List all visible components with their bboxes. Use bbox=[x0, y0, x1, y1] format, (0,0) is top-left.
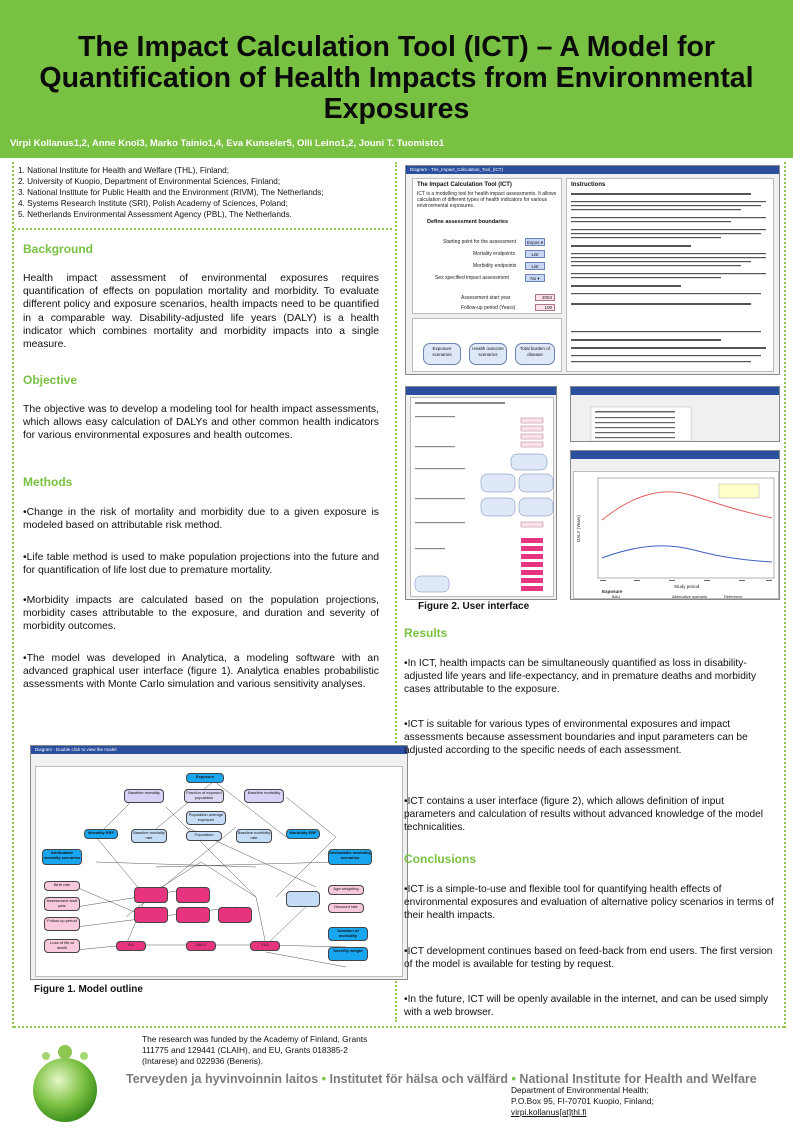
affiliation-item: 2. University of Kuopio, Department of Environmental Sciences, Finland; bbox=[18, 177, 281, 186]
node-fraction-exposed: Fraction of exposed population bbox=[184, 789, 224, 803]
figure2-table-window-title bbox=[571, 387, 779, 395]
figure1-window-title: Diagram - Double click to view the model bbox=[31, 746, 407, 754]
affiliation-item: 4. Systems Research Institute (SRI), Polish Academy of Sciences, Poland; bbox=[18, 199, 288, 208]
contact-address: P.O.Box 95, FI-70701 Kuopio, Finland; bbox=[511, 1096, 654, 1106]
node-baseline-morbidity-rate: Baseline morbidity rate bbox=[236, 829, 272, 843]
institute-en: National Institute for Health and Welfare bbox=[519, 1072, 757, 1086]
figure2-table-window bbox=[570, 386, 780, 442]
node-follow-up-period: Follow-up period bbox=[44, 917, 80, 931]
figure2-main-window bbox=[405, 165, 780, 375]
conclusions-item: •ICT is a simple-to-use and flexible tool for quantifying health effects of environmental exposures and evaluation of alternative policy scenarios in terms of their health impacts. bbox=[404, 884, 774, 922]
node-calc-c bbox=[134, 907, 168, 923]
figure2-exposure-panel bbox=[410, 397, 554, 597]
exposure-scenarios-button[interactable]: Exposure scenarios bbox=[423, 343, 461, 365]
figure2-exposure-window-title bbox=[406, 387, 556, 395]
node-calc-e bbox=[218, 907, 252, 923]
separator-dot: • bbox=[321, 1072, 327, 1086]
figure2-legend-alt: Alternative scenario bbox=[672, 594, 708, 599]
node-loss-of-life: Loss of life at death bbox=[44, 939, 80, 953]
affiliation-item: 3. National Institute for Public Health and the Environment (RIVM), The Netherlands; bbox=[18, 188, 324, 197]
objective-text: The objective was to develop a modeling tool for health impact assessments, which allows easy calculation of DALYs and other common health indicators for various environmental exposures and health outcomes. bbox=[23, 404, 379, 442]
health-outcome-scenarios-button[interactable]: Health outcome scenarios bbox=[469, 343, 507, 365]
figure2-morbidity-list-button[interactable]: List bbox=[525, 262, 545, 270]
conclusions-heading: Conclusions bbox=[404, 852, 477, 866]
node-yll: YLL bbox=[116, 941, 146, 951]
figure2-chart-window-title bbox=[571, 451, 779, 459]
figure2-exposure-form bbox=[411, 398, 555, 598]
figure2-button-panel bbox=[412, 318, 562, 372]
figure1-model-outline bbox=[30, 745, 408, 980]
node-discount-rate: Discount rate bbox=[328, 903, 364, 913]
figure2-instructions-panel bbox=[566, 178, 774, 372]
node-daly: DALY bbox=[186, 941, 216, 951]
figure2-caption: Figure 2. User interface bbox=[418, 601, 530, 612]
node-birth-rate: Birth rate bbox=[44, 881, 80, 891]
divider-footer bbox=[14, 1026, 784, 1028]
figure2-chart-area bbox=[573, 471, 779, 599]
figure2-daly-chart bbox=[574, 472, 780, 600]
figure2-exposure-label: Exposure bbox=[602, 589, 623, 594]
figure2-legend-ref: Reference bbox=[724, 594, 743, 599]
total-burden-button[interactable]: Total burden of disease bbox=[515, 343, 555, 365]
background-text: Health impact assessment of environmental exposures requires quantification of effects on population mortality and morbidity. To evaluate different policy and exposure scenarios, health impacts need to be quantified in a comparable way. Disability-adjusted life years (DALY) is a health indicator which combines mortality and morbidity impacts into a single measure. bbox=[23, 273, 379, 351]
divider-affiliations bbox=[14, 228, 392, 230]
results-item: •ICT is suitable for various types of environmental exposures and impact assessments because assessment boundaries and input parameters can be adjusted according to the specific needs of each assessment. bbox=[404, 719, 748, 757]
divider-left bbox=[12, 162, 14, 1028]
affiliations-list bbox=[18, 165, 398, 220]
figure2-instructions-text bbox=[571, 191, 771, 371]
institute-sv: Institutet för hälsa och välfärd bbox=[329, 1072, 509, 1086]
figure2-window-title: Diagram - The_Impact_Calculation_Tool_(ICT) bbox=[406, 166, 779, 174]
figure2-start-year-input[interactable]: 2004 bbox=[535, 294, 555, 301]
figure2-field-label: Mortality endpoints bbox=[473, 251, 515, 257]
funding-note: The research was funded by the Academy of Finland, Grants 111775 and 129441 (CLAIH), and EU, Grants 018385-2 (Intarese) and 022936 (Beneris). bbox=[142, 1034, 368, 1066]
node-duration-morbidity: Duration of morbidity bbox=[328, 927, 368, 941]
contact-block bbox=[511, 1085, 654, 1118]
header-banner bbox=[0, 0, 793, 158]
node-ylds-case bbox=[286, 891, 320, 907]
figure2-chart-xlabel: Study period bbox=[674, 584, 700, 589]
node-severity-weight: Severity weight bbox=[328, 947, 368, 961]
results-heading: Results bbox=[404, 626, 448, 640]
figure2-followup-input[interactable]: 100 bbox=[535, 304, 555, 311]
conclusions-item: •In the future, ICT will be openly available in the internet, and can be used simply with a web browser. bbox=[404, 994, 769, 1019]
objective-heading: Objective bbox=[23, 373, 78, 387]
thl-logo bbox=[22, 1042, 108, 1128]
node-baseline-mortality: Baseline mortality bbox=[124, 789, 164, 803]
figure2-panel-title: The Impact Calculation Tool (ICT) bbox=[417, 182, 512, 188]
contact-department: Department of Environmental Health; bbox=[511, 1085, 649, 1095]
node-baseline-mortality-rate: Baseline mortality rate bbox=[131, 829, 167, 843]
node-morbidity-erf: Morbidity ERF bbox=[286, 829, 320, 839]
node-exposure: Exposure bbox=[186, 773, 224, 783]
figure2-start-year-label: Assessment start year bbox=[461, 295, 511, 301]
results-item: •In ICT, health impacts can be simultaneously quantified as loss in disability-adjusted life years and life-expectancy, and in premature deaths and morbidity cases attributable to the exposure. bbox=[404, 658, 757, 696]
figure2-field-label: Morbidity endpoints bbox=[473, 263, 517, 269]
methods-item: •Life table method is used to make population projections into the future and for quantification of life lost due to premature mortality. bbox=[23, 552, 379, 577]
node-attributable-morbidity: Attributable morbidity scenarios bbox=[328, 849, 372, 865]
divider-right bbox=[784, 162, 786, 1028]
results-item: •ICT contains a user interface (figure 2), which allows definition of input parameters and calculation of results without advanced knowledge of the model technicalities. bbox=[404, 796, 764, 834]
contact-email-link[interactable]: virpi.kollanus[at]thl.fi bbox=[511, 1107, 587, 1117]
methods-item: •The model was developed in Analytica, a modeling software with an advanced graphical user interface (figure 1). Analytica enables probabilistic assessments with Monte Carlo simulation and various sensitivity analyses. bbox=[23, 653, 379, 691]
figure2-field-label: Starting point for the assessment bbox=[443, 239, 517, 245]
figure2-followup-label: Follow-up period (Years) bbox=[461, 305, 516, 311]
figure2-legend-bau: BAU bbox=[612, 594, 621, 599]
affiliation-item: 1. National Institute for Health and Welfare (THL), Finland; bbox=[18, 166, 230, 175]
methods-item: •Change in the risk of mortality and morbidity due to a given exposure is modeled based on attributable risk method. bbox=[23, 507, 379, 532]
figure2-field-label: Sex specified impact assessment bbox=[435, 275, 509, 281]
node-age-weighting: Age weighting bbox=[328, 885, 364, 895]
authors-line: Virpi Kollanus1,2, Anne Knol3, Marko Tainio1,4, Eva Kunseler5, Olli Leino1,2, Jouni T. Tuomisto1 bbox=[10, 138, 445, 149]
figure2-mortality-list-button[interactable]: List bbox=[525, 250, 545, 258]
node-calc-d bbox=[176, 907, 210, 923]
conclusions-item: •ICT development continues based on feed-back from end users. The first version of the model is available for testing by request. bbox=[404, 946, 773, 971]
node-calc-a bbox=[134, 887, 168, 903]
node-population: Population bbox=[186, 831, 222, 841]
figure2-sex-select[interactable]: No ▾ bbox=[525, 274, 545, 282]
figure2-exposure-window bbox=[405, 386, 557, 600]
node-attributable-mortality: Attributable mortality scenarios bbox=[42, 849, 82, 865]
figure2-chart-window bbox=[570, 450, 780, 600]
methods-item: •Morbidity impacts are calculated based on the population projections, morbidity cases attributable to the exposure, and duration and severity of morbidity outcomes. bbox=[23, 595, 379, 633]
figure2-define-heading: Define assessment boundaries bbox=[427, 219, 509, 225]
node-assessment-start-year: Assessment start year bbox=[44, 897, 80, 911]
institute-line bbox=[126, 1072, 757, 1086]
methods-heading: Methods bbox=[23, 475, 73, 489]
background-heading: Background bbox=[23, 242, 94, 256]
figure2-left-panel bbox=[412, 178, 562, 314]
node-baseline-morbidity: Baseline morbidity bbox=[244, 789, 284, 803]
figure1-caption: Figure 1. Model outline bbox=[34, 984, 143, 995]
figure2-chart-ylabel: DALY (Years) bbox=[576, 515, 581, 542]
figure2-table bbox=[571, 397, 780, 442]
node-yld: YLD bbox=[250, 941, 280, 951]
figure2-panel-intro: ICT is a modelling tool for health impact assessments. It allows calculation of different types of health indicators for various environmental exposures. bbox=[417, 191, 557, 209]
node-mortality-erf: Mortality ERF bbox=[84, 829, 118, 839]
node-population-average-exposure: Population average exposure bbox=[186, 811, 226, 825]
affiliation-item: 5. Netherlands Environmental Assessment Agency (PBL), The Netherlands. bbox=[18, 210, 292, 219]
institute-fi: Terveyden ja hyvinvoinnin laitos bbox=[126, 1072, 319, 1086]
figure2-starting-point-select[interactable]: Expos ▾ bbox=[526, 240, 544, 245]
separator-dot: • bbox=[511, 1072, 516, 1086]
poster-title: The Impact Calculation Tool (ICT) – A Model for Quantification of Health Impacts from Environmental Exposures bbox=[39, 31, 754, 125]
figure1-canvas bbox=[35, 766, 403, 977]
figure2-instructions-heading: Instructions bbox=[571, 182, 606, 188]
node-calc-b bbox=[176, 887, 210, 903]
